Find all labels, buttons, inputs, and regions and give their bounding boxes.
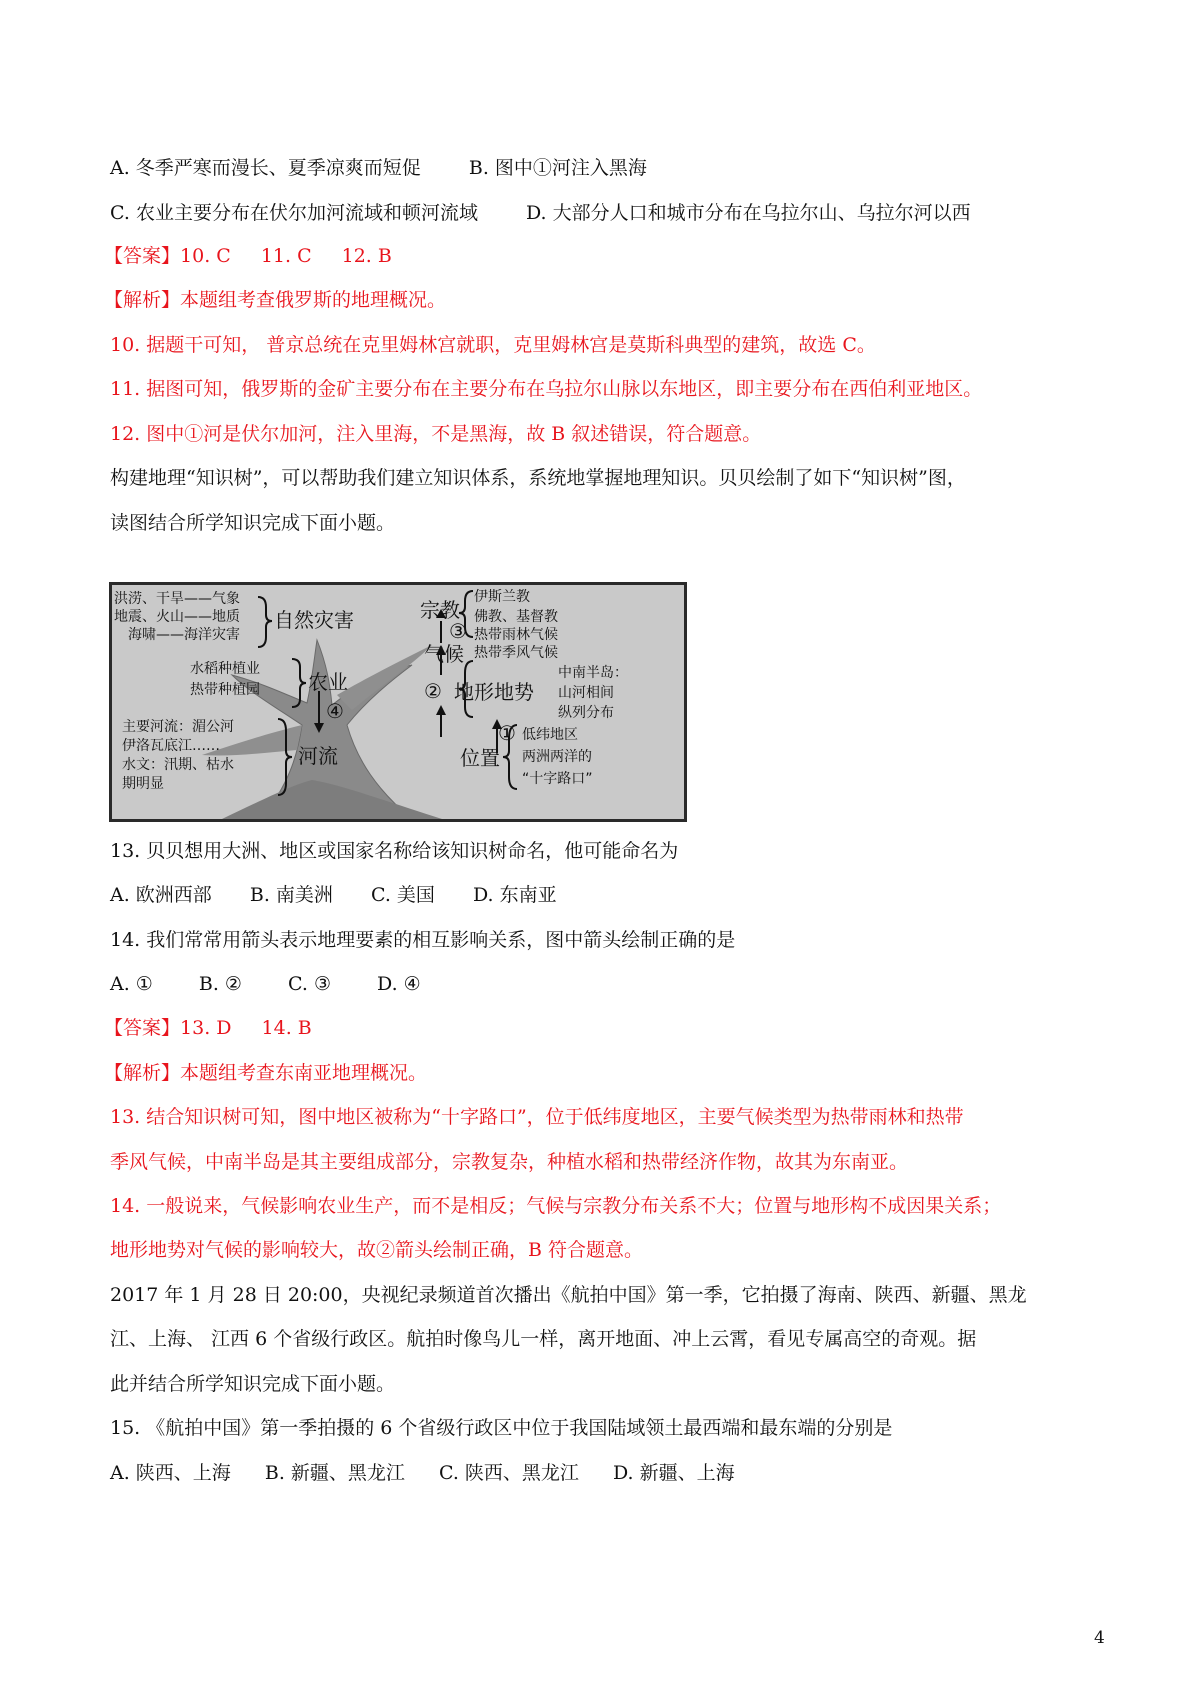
option-d: D. 大部分人口和城市分布在乌拉尔山、乌拉尔河以西 (526, 202, 971, 224)
option-c: C. 陕西、黑龙江 (438, 1462, 579, 1484)
answer-12: 12. B (341, 245, 392, 267)
q13-stem: 13. 贝贝想用大洲、地区或国家名称给该知识树命名，他可能命名为 (110, 840, 679, 862)
option-a: A. ① (110, 973, 153, 995)
option-c: C. 农业主要分布在伏尔加河流域和顿河流域 (110, 202, 478, 224)
agri-item-2: 热带种植园 (190, 682, 260, 698)
explanation-11: 11. 据图可知，俄罗斯的金矿主要分布在主要分布在乌拉尔山脉以东地区，即主要分布在西伯利亚地区。 (110, 378, 983, 400)
agri-item-1: 水稻种植业 (190, 661, 260, 677)
terrain-item-3: 纵列分布 (558, 705, 614, 721)
option-b: B. 新疆、黑龙江 (264, 1462, 405, 1484)
disaster-item-2: 地震、火山——地质 (114, 609, 240, 625)
analysis-tag: 【解析】 (104, 289, 181, 311)
answer-block-2 (104, 1015, 312, 1041)
q9-options-row-1 (110, 155, 647, 181)
explanation-13-line-2: 季风气候，中南半岛是其主要组成部分，宗教复杂，种植水稻和热带经济作物，故其为东南亚。 (110, 1151, 909, 1173)
node-climate: 气候 (424, 642, 464, 666)
arrow-label-2: ② (424, 679, 442, 703)
position-item-2: 两洲两洋的 (522, 749, 592, 765)
explanation-13-line-1: 13. 结合知识树可知，图中地区被称为“十字路口”，位于低纬度地区，主要气候类型为热带雨林和热带 (110, 1106, 964, 1128)
arrow-label-1: ① (498, 721, 516, 745)
answer-block-1 (104, 243, 392, 269)
option-b: B. 南美洲 (249, 884, 333, 906)
node-agriculture: 农业 (308, 670, 348, 694)
terrain-item-2: 山河相间 (558, 685, 614, 701)
answer-11: 11. C (260, 245, 312, 267)
arrow-label-4: ④ (326, 699, 344, 723)
node-religion: 宗教 (420, 598, 460, 622)
q14-options (110, 971, 421, 997)
position-item-3: “十字路口” (522, 771, 593, 787)
option-b: B. ② (198, 973, 242, 995)
explanation-10: 10. 据题干可知， 普京总统在克里姆林宫就职，克里姆林宫是莫斯科典型的建筑，故选 C。 (110, 334, 876, 356)
answer-tag: 【答案】 (104, 1017, 181, 1039)
river-item-1: 主要河流：湄公河 (122, 719, 234, 735)
option-c: C. 美国 (370, 884, 435, 906)
node-terrain: 地形地势 (454, 680, 534, 704)
position-item-1: 低纬地区 (522, 727, 578, 743)
explanation-14-line-1: 14. 一般说来，气候影响农业生产，而不是相反；气候与宗教分布关系不大；位置与地形构不成因果关系； (110, 1195, 1002, 1217)
knowledge-tree-figure (109, 582, 687, 822)
option-a: A. 冬季严寒而漫长、夏季凉爽而短促 (110, 157, 421, 179)
explanation-14-line-2: 地形地势对气候的影响较大，故②箭头绘制正确，B 符合题意。 (110, 1239, 644, 1261)
node-natural-disaster: 自然灾害 (274, 608, 354, 632)
option-d: D. 东南亚 (472, 884, 557, 906)
climate-item-2: 热带季风气候 (474, 645, 558, 661)
answer-10: 10. C (180, 245, 231, 267)
passage-2-line-1: 构建地理“知识树”，可以帮助我们建立知识体系，系统地掌握地理知识。贝贝绘制了如下“知识树”图， (110, 467, 966, 489)
q14-stem: 14. 我们常常用箭头表示地理要素的相互影响关系，图中箭头绘制正确的是 (110, 929, 736, 951)
answer-tag: 【答案】 (104, 245, 181, 267)
religion-item-2: 佛教、基督教 (474, 609, 558, 625)
river-item-2: 伊洛瓦底江…… (122, 738, 220, 754)
analysis-intro-1 (104, 287, 446, 313)
option-d: D. 新疆、上海 (612, 1462, 735, 1484)
option-a: A. 陕西、上海 (110, 1462, 231, 1484)
river-item-3: 水文：汛期、枯水 (122, 757, 234, 773)
religion-item-1: 伊斯兰教 (474, 589, 530, 605)
answer-13: 13. D (180, 1017, 232, 1039)
analysis-tag: 【解析】 (104, 1062, 181, 1084)
arrow-label-3: ③ (449, 619, 467, 643)
option-b: B. 图中①河注入黑海 (468, 157, 647, 179)
passage-3-line-1: 2017 年 1 月 28 日 20:00，央视纪录频道首次播出《航拍中国》第一季，它拍摄了海南、陕西、新疆、黑龙 (110, 1284, 1027, 1306)
passage-3-line-2: 江、上海、 江西 6 个省级行政区。航拍时像鸟儿一样，离开地面、冲上云霄，看见专属高空的奇观。据 (110, 1328, 977, 1350)
explanation-12: 12. 图中①河是伏尔加河，注入里海，不是黑海，故 B 叙述错误，符合题意。 (110, 423, 762, 445)
q13-options (110, 882, 557, 908)
q15-stem: 15. 《航拍中国》第一季拍摄的 6 个省级行政区中位于我国陆域领土最西端和最东端的分别是 (110, 1417, 893, 1439)
option-a: A. 欧洲西部 (110, 884, 212, 906)
terrain-item-1: 中南半岛： (558, 665, 628, 681)
option-d: D. ④ (377, 973, 421, 995)
climate-item-1: 热带雨林气候 (474, 627, 558, 643)
node-position: 位置 (460, 746, 500, 770)
passage-3-line-3: 此并结合所学知识完成下面小题。 (110, 1373, 396, 1395)
analysis-intro-text: 本题组考查俄罗斯的地理概况。 (180, 289, 447, 311)
analysis-intro-2 (104, 1060, 427, 1086)
disaster-item-3: 海啸——海洋灾害 (128, 627, 240, 643)
q15-options (110, 1460, 735, 1486)
option-c: C. ③ (288, 973, 331, 995)
river-item-4: 期明显 (122, 776, 164, 792)
answer-14: 14. B (261, 1017, 312, 1039)
analysis-intro-text: 本题组考查东南亚地理概况。 (180, 1062, 428, 1084)
node-river: 河流 (298, 744, 338, 768)
disaster-item-1: 洪涝、干旱——气象 (114, 591, 240, 607)
page-number: 4 (1094, 1628, 1105, 1648)
passage-2-line-2: 读图结合所学知识完成下面小题。 (110, 512, 396, 534)
q9-options-row-2 (110, 200, 971, 226)
